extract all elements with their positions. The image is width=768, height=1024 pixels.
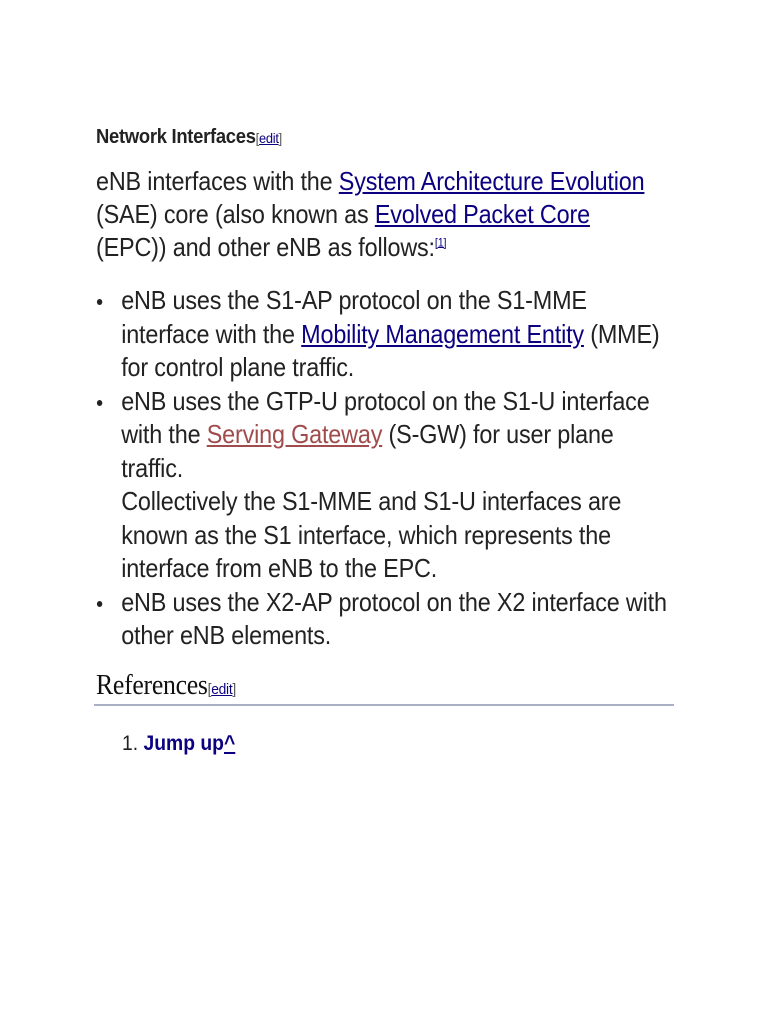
- edit-bracket-close: ]: [232, 681, 236, 698]
- citation-link-1[interactable]: [1]: [434, 235, 447, 250]
- bullet2-text-2: (S-GW) for user plane traffic.: [121, 419, 614, 483]
- bullet-icon: [97, 299, 102, 305]
- link-mobility-management-entity[interactable]: Mobility Management Entity: [301, 318, 584, 349]
- edit-section-link[interactable]: edit: [258, 130, 279, 146]
- section-heading-references: [96, 670, 236, 702]
- heading-divider: [94, 704, 674, 706]
- edit-section-wrapper: [208, 681, 236, 698]
- edit-references-link[interactable]: edit: [211, 681, 233, 698]
- list-item: [96, 586, 672, 653]
- bullet-icon: [97, 400, 102, 406]
- section-heading-network-interfaces: [96, 126, 282, 149]
- link-serving-gateway[interactable]: Serving Gateway: [206, 419, 383, 449]
- section-title: Network Interfaces: [96, 126, 256, 148]
- edit-bracket-open: [: [255, 130, 259, 146]
- jump-up-label: Jump up: [143, 732, 224, 755]
- link-system-architecture-evolution[interactable]: System Architecture Evolution: [338, 166, 645, 196]
- edit-section-wrapper: [256, 130, 282, 146]
- list-item: [96, 284, 672, 385]
- interfaces-list: [96, 284, 672, 653]
- intro-text-3: (EPC)) and other eNB as follows:: [96, 232, 435, 262]
- edit-bracket-close: ]: [278, 130, 282, 146]
- list-item: [122, 732, 235, 756]
- bullet1-text-1: eNB uses the S1-AP protocol on the S1-MME interface with the: [121, 285, 587, 349]
- bullet-icon: [97, 601, 102, 607]
- bullet3-text: eNB uses the X2-AP protocol on the X2 interface with other eNB elements.: [121, 586, 667, 650]
- reference-number: 1.: [122, 732, 144, 755]
- bullet1-text-2: (MME) for control plane traffic.: [121, 318, 660, 382]
- bullet2-text-1: eNB uses the GTP-U protocol on the S1-U interface with the: [121, 385, 650, 449]
- citation-ref-1: [435, 235, 446, 249]
- intro-text-1: eNB interfaces with the: [96, 166, 339, 196]
- references-list: [122, 732, 235, 756]
- intro-text-2: (SAE) core (also known as: [96, 199, 375, 229]
- list-item: [96, 385, 672, 586]
- link-evolved-packet-core[interactable]: Evolved Packet Core: [374, 199, 590, 229]
- references-title: References: [96, 670, 208, 701]
- edit-bracket-open: [: [207, 681, 212, 698]
- intro-paragraph: [96, 165, 654, 264]
- bullet2-extra-text: Collectively the S1-MME and S1-U interfaces are known as the S1 interface, which represents the interface from eNB to the EPC.: [121, 486, 622, 583]
- jump-up-caret-link[interactable]: ^: [223, 732, 236, 755]
